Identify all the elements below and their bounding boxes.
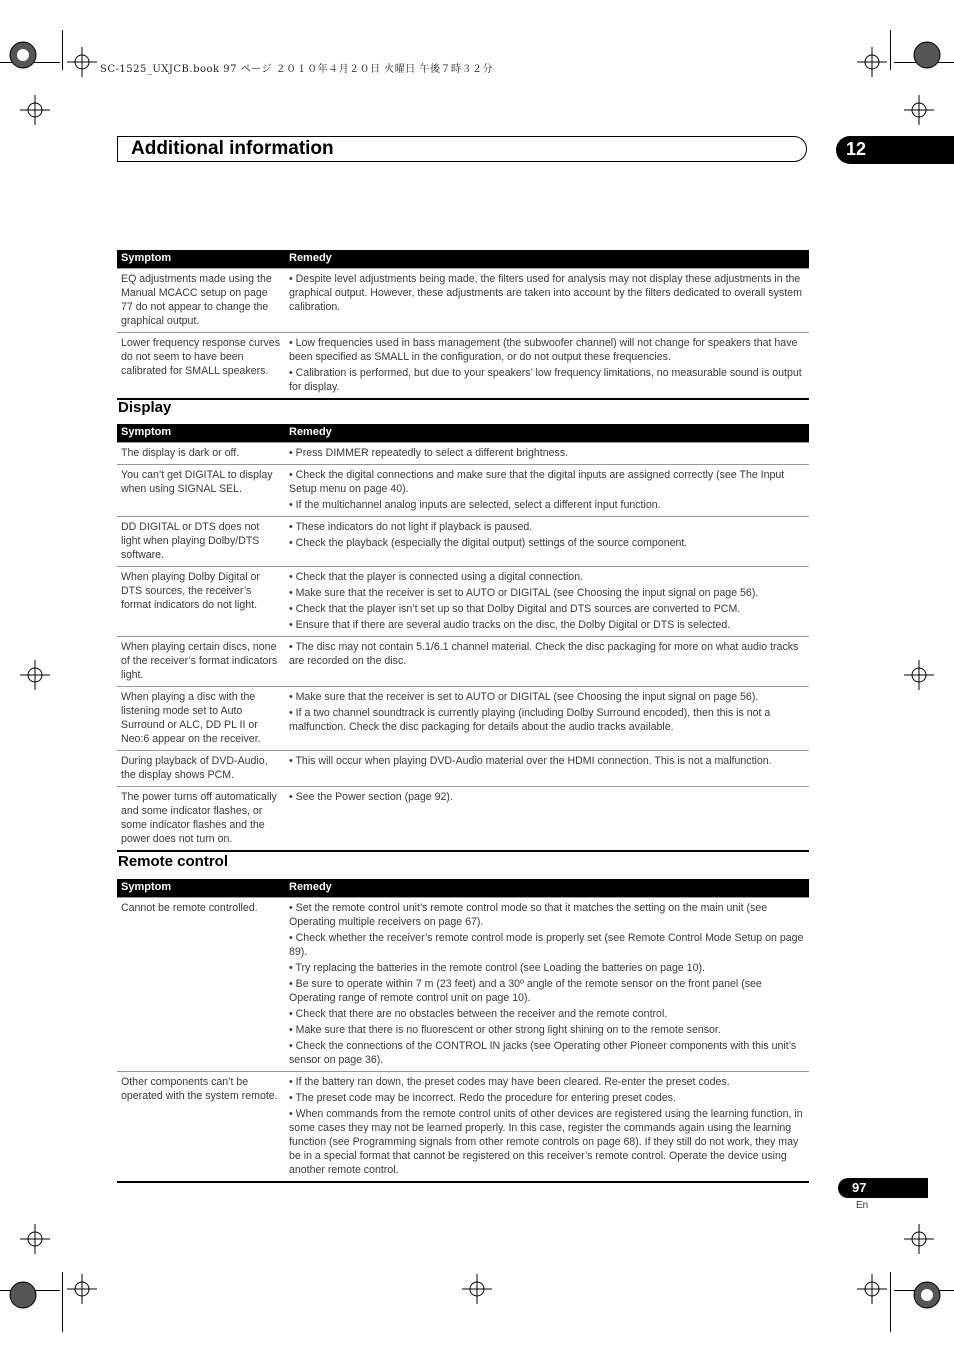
table-row [117, 465, 809, 517]
remedy-item: • Ensure that if there are several audio tracks on the disc, the Dolby Digital or DTS is selected. [289, 619, 731, 631]
remedy-item: • Make sure that there is no fluorescent or other strong light shining on to the remote sensor. [289, 1024, 721, 1036]
remedy-item: • See the Power section (page 92). [289, 791, 453, 803]
remedy-cell [285, 898, 809, 1072]
crosshair-icon [20, 660, 50, 690]
table-row [117, 898, 809, 1072]
remedy-item: • Check whether the receiver’s remote control mode is properly set (see Remote Control Mode Setup on page 89). [289, 932, 804, 958]
symptom-cell: The power turns off automatically and some indicator flashes, or some indicator flashes and the power does not turn on. [117, 787, 285, 852]
remedy-item: • Make sure that the receiver is set to AUTO or DIGITAL (see Choosing the input signal on page 56). [289, 691, 759, 703]
registration-mark-icon [912, 40, 942, 70]
crosshair-icon [20, 1224, 50, 1254]
remedy-cell [285, 687, 809, 751]
remedy-cell [285, 637, 809, 687]
troubleshooting-table-general [117, 250, 809, 400]
remedy-item: • Set the remote control unit’s remote control mode so that it matches the setting on the main unit (see Operating multiple receivers on page 67). [289, 902, 768, 928]
symptom-cell: EQ adjustments made using the Manual MCACC setup on page 77 do not appear to change the graphical output. [117, 269, 285, 333]
remedy-item: • Check the playback (especially the digital output) settings of the source component. [289, 537, 688, 549]
crosshair-icon [904, 1224, 934, 1254]
crosshair-icon [67, 47, 97, 77]
symptom-cell: When playing a disc with the listening mode set to Auto Surround or ALC, DD PL II or Neo:6 appear on the receiver. [117, 687, 285, 751]
remedy-item: • If the multichannel analog inputs are selected, select a different input function. [289, 499, 661, 511]
table-row [117, 517, 809, 567]
registration-mark-icon [912, 1280, 942, 1310]
remedy-item: • If the battery ran down, the preset codes may have been cleared. Re-enter the preset codes. [289, 1076, 730, 1088]
crosshair-icon [857, 47, 887, 77]
remedy-item: • The preset code may be incorrect. Redo the procedure for entering preset codes. [289, 1092, 676, 1104]
registration-mark-icon [8, 1280, 38, 1310]
remedy-item: • If a two channel soundtrack is currently playing (including Dolby Surround encoded), then this is not a malfunction. Check the disc packaging for details about the audio tracks available. [289, 707, 771, 733]
troubleshooting-table-display [117, 424, 809, 852]
page-title: Additional information [131, 138, 334, 159]
remedy-item: • Check that the player isn’t set up so that Dolby Digital and DTS sources are converted to PCM. [289, 603, 741, 615]
remedy-cell [285, 465, 809, 517]
crosshair-icon [857, 1274, 887, 1304]
symptom-cell: When playing Dolby Digital or DTS sources, the receiver’s format indicators do not light. [117, 567, 285, 637]
column-header-remedy: Remedy [285, 424, 809, 443]
remedy-item: • Try replacing the batteries in the remote control (see Loading the batteries on page 10). [289, 962, 705, 974]
table-row [117, 637, 809, 687]
remedy-cell [285, 517, 809, 567]
section-heading-display: Display [118, 399, 172, 416]
table-row [117, 751, 809, 787]
column-header-symptom: Symptom [117, 424, 285, 443]
registration-mark-icon [8, 40, 38, 70]
table-row [117, 333, 809, 400]
symptom-cell: Other components can’t be operated with the system remote. [117, 1072, 285, 1183]
crosshair-icon [20, 95, 50, 125]
remedy-cell [285, 269, 809, 333]
chapter-number: 12 [846, 139, 867, 159]
remedy-cell [285, 1072, 809, 1183]
remedy-item: • Calibration is performed, but due to your speakers’ low frequency limitations, no measurable sound is output for display. [289, 367, 802, 393]
table-row [117, 687, 809, 751]
symptom-cell: Cannot be remote controlled. [117, 898, 285, 1072]
table-row [117, 269, 809, 333]
remedy-item: • Make sure that the receiver is set to AUTO or DIGITAL (see Choosing the input signal on page 56). [289, 587, 759, 599]
table-row [117, 567, 809, 637]
table-row [117, 443, 809, 465]
symptom-cell: Lower frequency response curves do not seem to have been calibrated for SMALL speakers. [117, 333, 285, 400]
remedy-cell [285, 333, 809, 400]
book-info-line: SC-1525_UXJCB.book 97 ページ ２０１０年４月２０日 火曜日 午後７時３２分 [100, 64, 493, 75]
remedy-item: • Check that there are no obstacles between the receiver and the remote control. [289, 1008, 668, 1020]
remedy-item: • The disc may not contain 5.1/6.1 channel material. Check the disc packaging for more on what audio tracks are recorded on the disc. [289, 641, 799, 667]
column-header-remedy: Remedy [285, 879, 809, 898]
table-row [117, 787, 809, 852]
remedy-item: • This will occur when playing DVD-Audio material over the HDMI connection. This is not a malfunction. [289, 755, 772, 767]
symptom-cell: During playback of DVD-Audio, the display shows PCM. [117, 751, 285, 787]
remedy-cell [285, 443, 809, 465]
remedy-item: • When commands from the remote control units of other devices are registered using the learning function, in some cases they may not be learned properly. In this case, register the commands again using the learning function (see Programming signals from other remote controls on page 68). If they still do not work, they may be in a special format that cannot be registered on this receiver’s remote control. Operate the device using another remote control. [289, 1108, 803, 1176]
symptom-cell: The display is dark or off. [117, 443, 285, 465]
crosshair-icon [67, 1274, 97, 1304]
page-number: 97 [852, 1180, 867, 1195]
crosshair-icon [462, 1274, 492, 1304]
symptom-cell: DD DIGITAL or DTS does not light when playing Dolby/DTS software. [117, 517, 285, 567]
remedy-cell [285, 567, 809, 637]
remedy-item: • Check the connections of the CONTROL IN jacks (see Operating other Pioneer components with this unit’s sensor on page 36). [289, 1040, 797, 1066]
remedy-item: • Check the digital connections and make sure that the digital inputs are assigned correctly (see The Input Setup menu on page 40). [289, 469, 785, 495]
crosshair-icon [904, 95, 934, 125]
column-header-symptom: Symptom [117, 250, 285, 269]
page-language: En [856, 1200, 869, 1211]
symptom-cell: When playing certain discs, none of the receiver’s format indicators light. [117, 637, 285, 687]
table-row [117, 1072, 809, 1183]
troubleshooting-table-remote [117, 879, 809, 1183]
remedy-item: • Be sure to operate within 7 m (23 feet) and a 30º angle of the remote sensor on the front panel (see Operating range of remote control unit on page 10). [289, 978, 762, 1004]
remedy-item: • These indicators do not light if playback is paused. [289, 521, 533, 533]
column-header-symptom: Symptom [117, 879, 285, 898]
remedy-item: • Low frequencies used in bass management (the subwoofer channel) will not change for speakers that have been specified as SMALL in the configuration, or do not output these frequencies. [289, 337, 798, 363]
remedy-cell [285, 787, 809, 852]
remedy-item: • Check that the player is connected using a digital connection. [289, 571, 584, 583]
remedy-item: • Press DIMMER repeatedly to select a different brightness. [289, 447, 569, 459]
crosshair-icon [904, 660, 934, 690]
column-header-remedy: Remedy [285, 250, 809, 269]
remedy-item: • Despite level adjustments being made, the filters used for analysis may not display these adjustments in the graphical output. However, these adjustments are taken into account by the filters dedicated to overall system calibration. [289, 273, 802, 313]
remedy-cell [285, 751, 809, 787]
section-heading-remote-control: Remote control [118, 853, 229, 870]
symptom-cell: You can’t get DIGITAL to display when using SIGNAL SEL. [117, 465, 285, 517]
